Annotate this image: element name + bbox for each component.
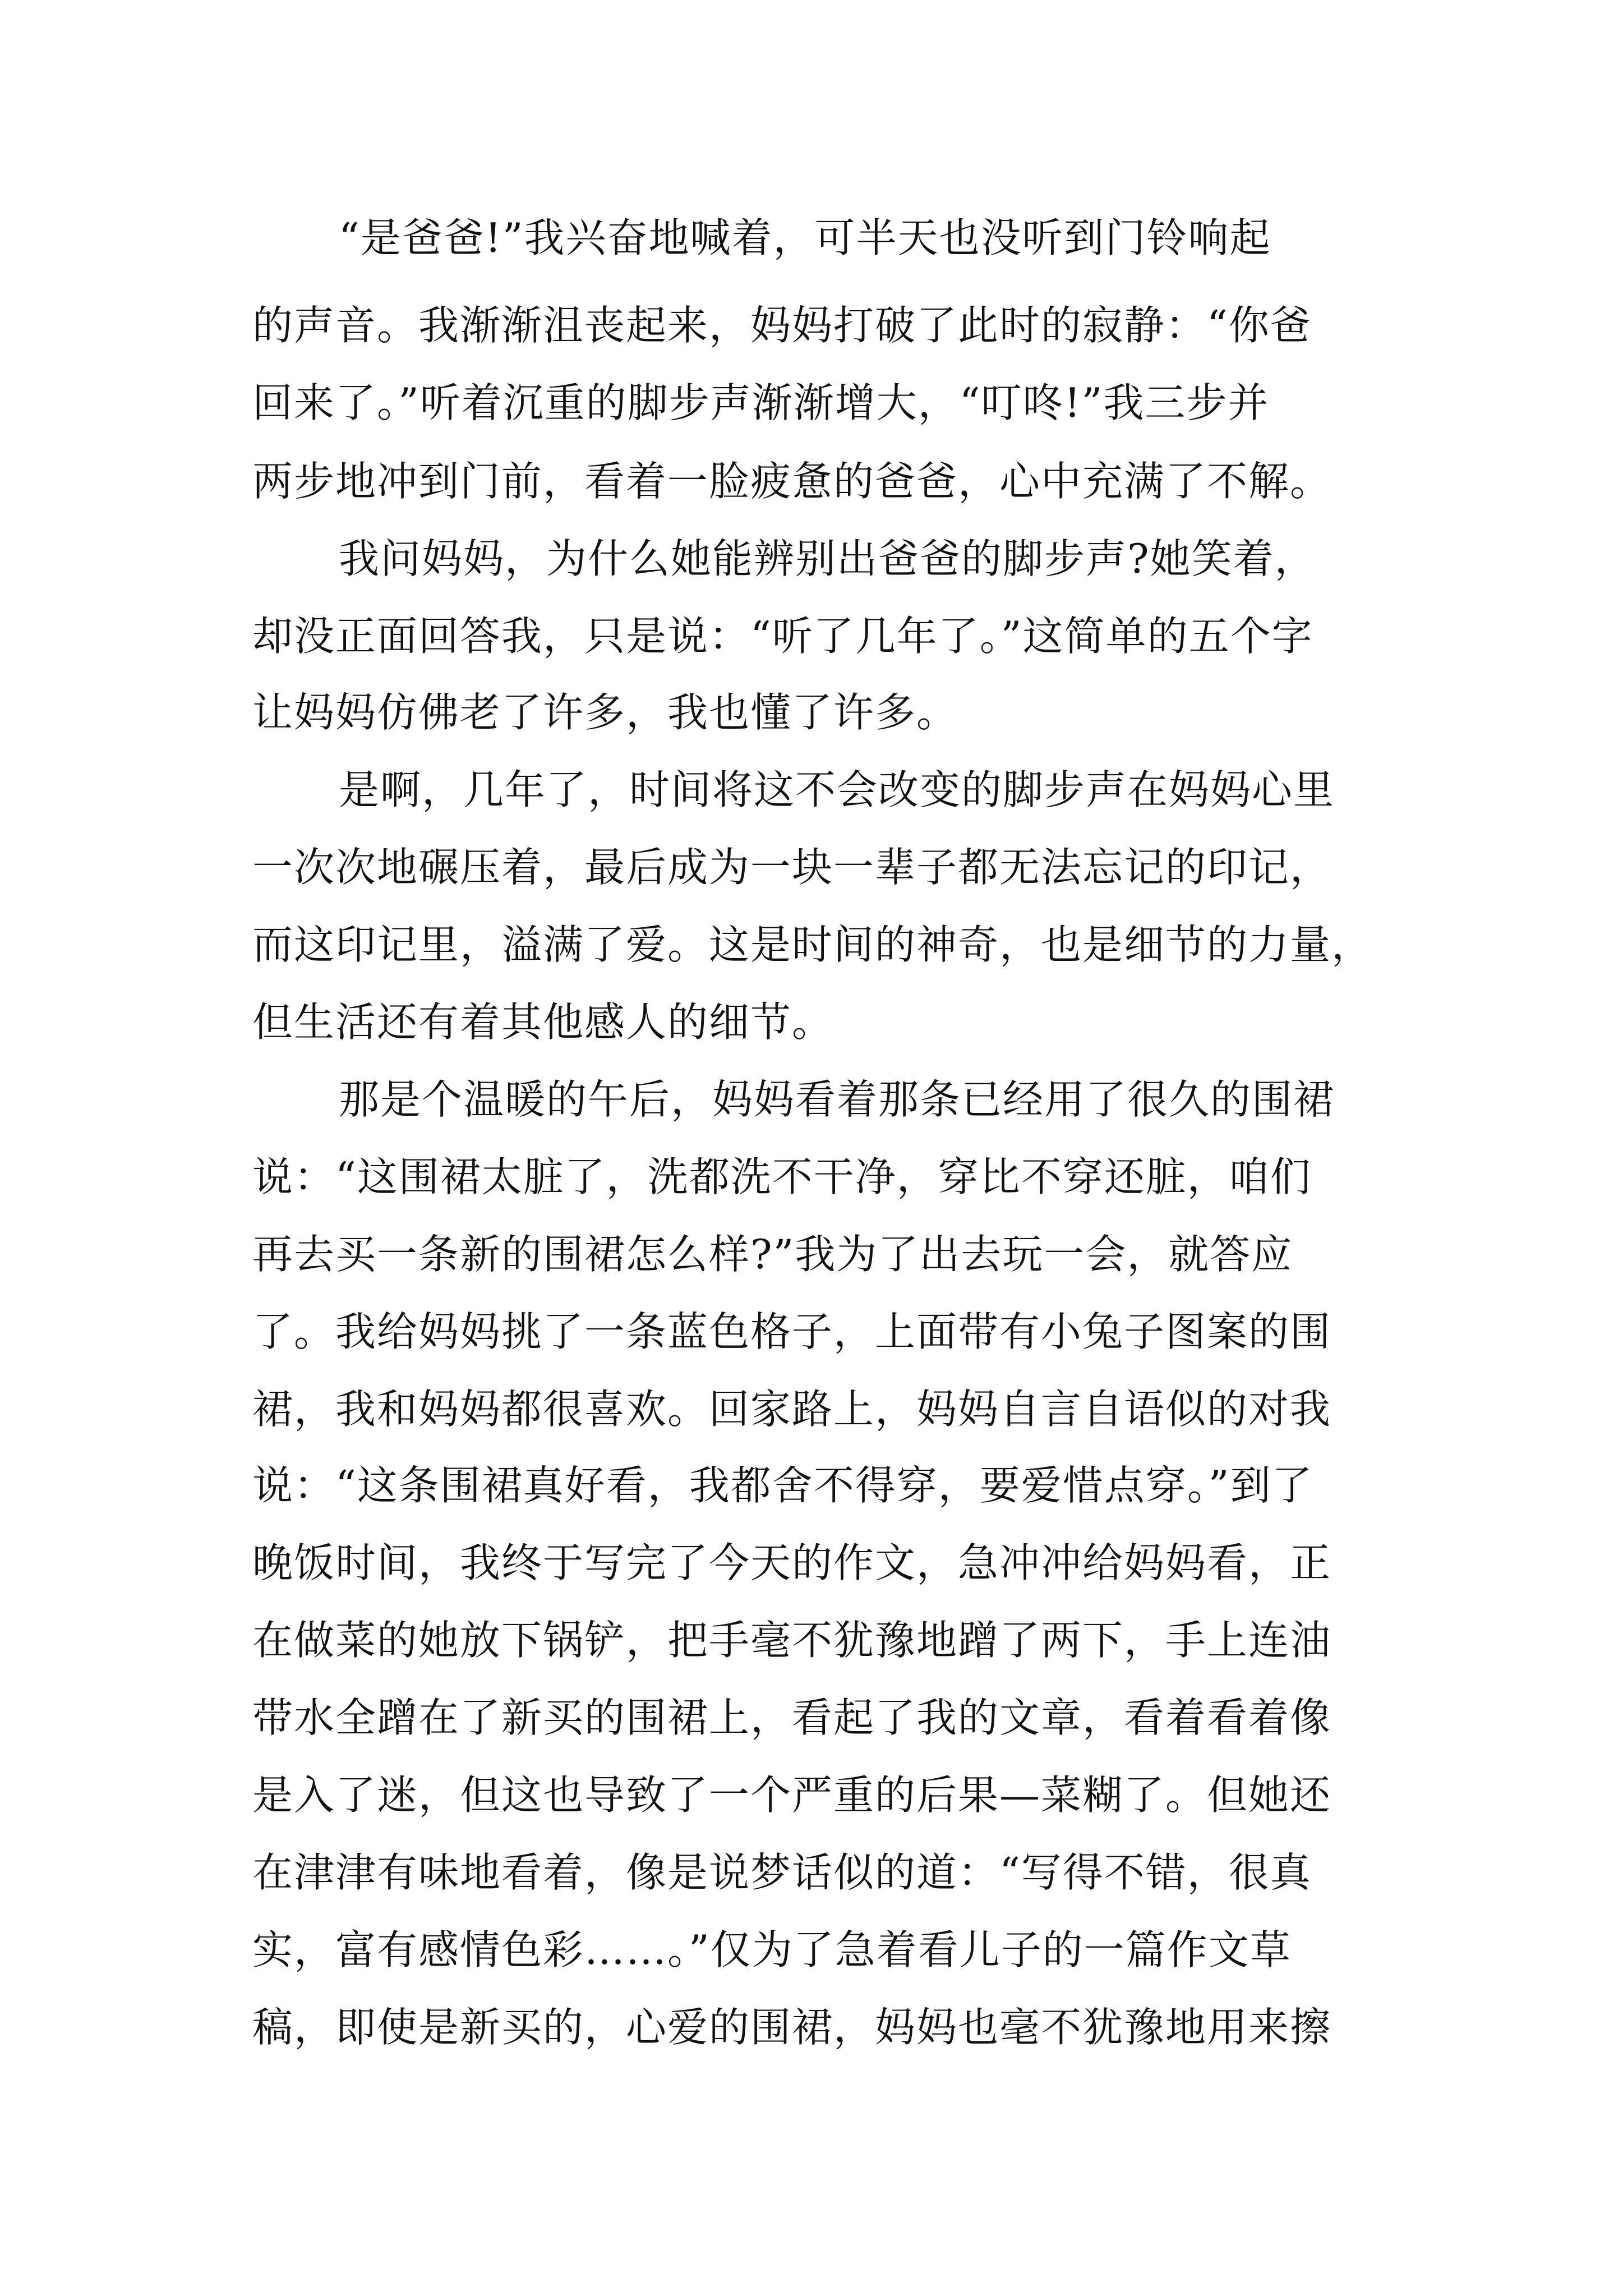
text-line-7: 让妈妈仿佛老了许多，我也懂了许多。 xyxy=(252,689,958,736)
text-line-24: 稿，即使是新买的，心爱的围裙，妈妈也毫不犹豫地用来擦 xyxy=(252,2004,1332,2051)
text-line-17: 说：“这条围裙真好看，我都舍不得穿，要爱惜点穿。”到了 xyxy=(252,1462,1313,1509)
text-line-3: 回来了。”听着沉重的脚步声渐渐增大，“叮咚!”我三步并 xyxy=(252,379,1270,426)
text-line-19: 在做菜的她放下锅铲，把手毫不犹豫地蹭了两下，手上连油 xyxy=(252,1617,1332,1664)
text-line-2: 的声音。我渐渐沮丧起来，妈妈打破了此时的寂静：“你爸 xyxy=(252,302,1312,349)
text-line-12: 那是个温暖的午后，妈妈看着那条已经用了很久的围裙 xyxy=(339,1076,1335,1123)
text-line-9: 一次次地碾压着，最后成为一块一辈子都无法忘记的印记， xyxy=(252,844,1332,891)
text-line-11: 但生活还有着其他感人的细节。 xyxy=(252,999,834,1046)
text-line-16: 裙，我和妈妈都很喜欢。回家路上，妈妈自言自语似的对我 xyxy=(252,1386,1332,1433)
text-line-5: 我问妈妈，为什么她能辨别出爸爸的脚步声?她笑着， xyxy=(339,535,1316,582)
text-line-14: 再去买一条新的围裙怎么样?”我为了出去玩一会，就答应 xyxy=(252,1231,1293,1278)
text-line-13: 说：“这围裙太脏了，洗都洗不干净，穿比不穿还脏，咱们 xyxy=(252,1153,1312,1200)
text-line-10: 而这印记里，溢满了爱。这是时间的神奇，也是细节的力量， xyxy=(252,921,1373,968)
text-line-21: 是入了迷，但这也导致了一个严重的后果—菜糊了。但她还 xyxy=(252,1772,1332,1819)
text-line-15: 了。我给妈妈挑了一条蓝色格子，上面带有小兔子图案的围 xyxy=(252,1308,1332,1355)
text-line-6: 却没正面回答我，只是说：“听了几年了。”这简单的五个字 xyxy=(252,613,1313,660)
text-line-20: 带水全蹭在了新买的围裙上，看起了我的文章，看着看着像 xyxy=(252,1694,1332,1741)
text-line-8: 是啊，几年了，时间将这不会改变的脚步声在妈妈心里 xyxy=(339,766,1335,813)
text-line-23: 实，富有感情色彩……。”仅为了急着看儿子的一篇作文草 xyxy=(252,1926,1292,1973)
text-line-4: 两步地冲到门前，看着一脸疲惫的爸爸，心中充满了不解。 xyxy=(252,458,1332,505)
text-line-18: 晚饭时间，我终于写完了今天的作文，急冲冲给妈妈看，正 xyxy=(252,1539,1332,1586)
text-line-1: “是爸爸!”我兴奋地喊着，可半天也没听到门铃响起 xyxy=(339,214,1271,261)
text-line-22: 在津津有味地看着，像是说梦话似的道：“写得不错，很真 xyxy=(252,1849,1312,1896)
